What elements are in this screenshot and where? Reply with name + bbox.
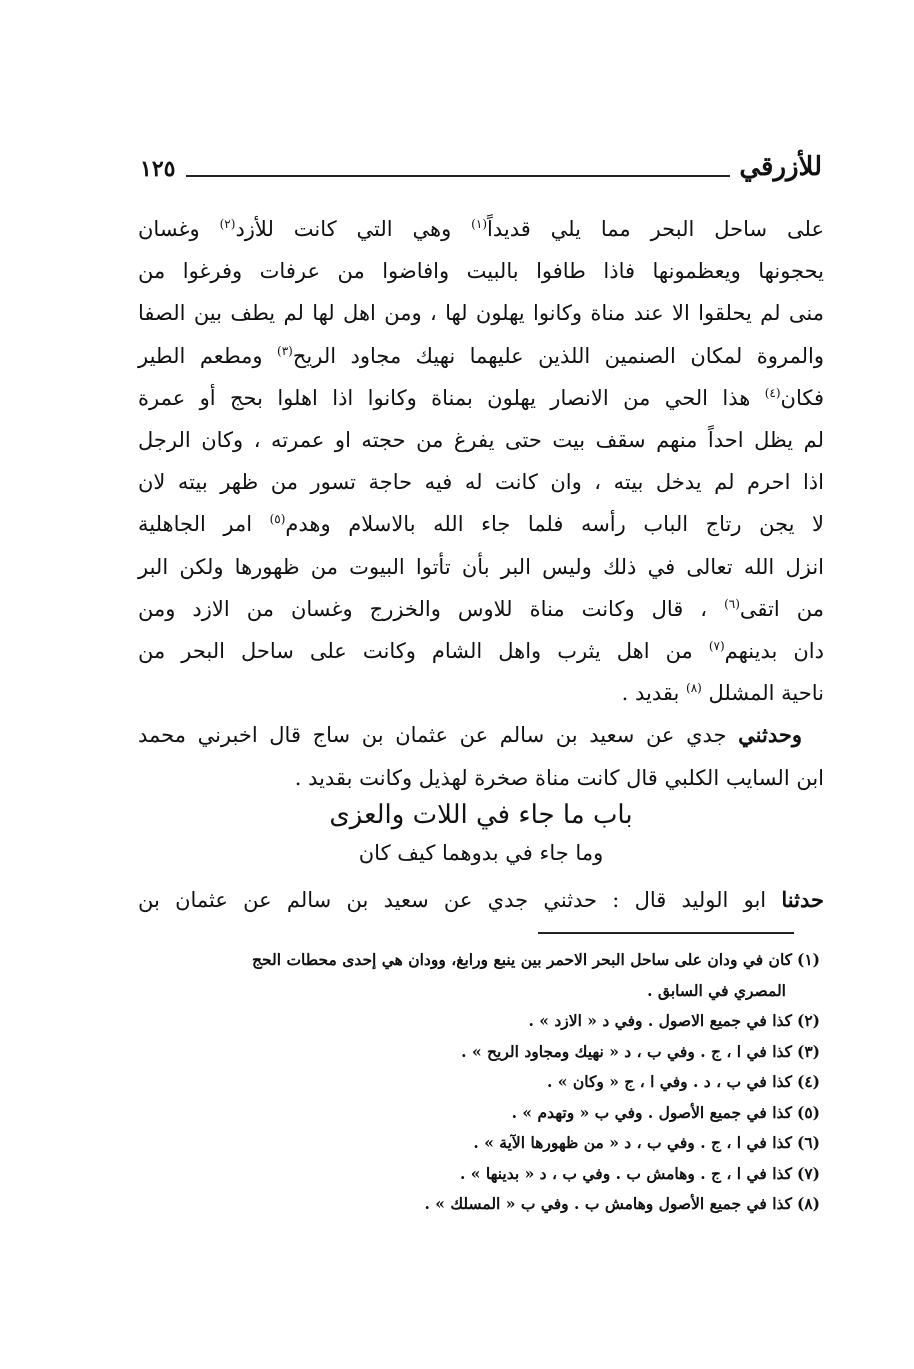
- footnote-rule: [538, 932, 794, 934]
- footnote-marker[interactable]: (٤): [764, 385, 781, 400]
- text-line: من اتقى$^{(٦)}$ ، قال وكانت مناة للاوس والخزرج وغسان من الازد ومن: [138, 596, 824, 621]
- text-line: ناحية المشلل $^{(٨)}$ بقديد .: [621, 681, 824, 706]
- footnote-2: (٢) كذا في جميع الاصول . وفي د « الازد » .: [528, 1011, 820, 1030]
- footnotes: [140, 945, 820, 1220]
- footnote-marker[interactable]: (٣): [277, 343, 293, 358]
- footnote-marker[interactable]: (٨): [686, 681, 702, 696]
- footnote-marker[interactable]: (١): [471, 217, 487, 231]
- footnote-8: (٨) كذا في جميع الأصول وهامش ب . وفي ب « المسلك » .: [424, 1194, 820, 1213]
- text-line: فكان$^{(٤)}$ هذا الحي من الانصار يهلون بمناة وكانوا اذا اهلوا بحج أو عمرة: [138, 385, 824, 410]
- footnote-marker[interactable]: (٥): [269, 512, 286, 527]
- header-rule: [186, 175, 730, 177]
- lead-word: وحدثني: [738, 722, 802, 748]
- footnote-marker[interactable]: (٢): [219, 217, 236, 231]
- footnote-marker[interactable]: (٧): [708, 639, 725, 654]
- text-line: انزل الله تعالى في ذلك وليس البر بأن تأتوا البيوت من ظهورها ولكن البر: [138, 554, 824, 579]
- text-line: اذا احرم لم يدخل بيته ، وان كانت له فيه حاجة تسور من ظهر بيته لان: [138, 470, 824, 495]
- footnote-1: (١) كان في ودان على ساحل البحر الاحمر بين ينبع ورابغ، وودان هي إحدى محطات الحج: [252, 950, 820, 969]
- footnote-6: (٦) كذا في ا ، ج . وفي ب ، د « من ظهورها الآية » .: [473, 1133, 820, 1152]
- footnote-1-continued: المصري في السابق .: [647, 980, 786, 1000]
- page-header: [140, 150, 822, 190]
- body-text: [138, 208, 824, 799]
- chapter-first-line: حدثنا ابو الوليد قال : حدثني جدي عن سعيد بن سالم عن عثمان بن: [138, 887, 824, 912]
- text-line: على ساحل البحر مما يلي قديداً$^{(١)}$ وهي التي كانت للأزد$^{(٢)}$ وغسان: [138, 217, 824, 241]
- footnote-4: (٤) كذا في ب ، د . وفي ا ، ج « وكان » .: [546, 1072, 820, 1091]
- text-line: والمروة لمكان الصنمين اللذين عليهما نهيك مجاود الريح$^{(٣)}$ ومطعم الطير: [138, 343, 824, 368]
- footnote-marker[interactable]: (٦): [724, 596, 740, 611]
- text-line: لم يظل احداً منهم سقف بيت حتى يفرغ من حجته او عمرته ، وكان الرجل: [138, 428, 824, 453]
- lead-word: حدثنا: [781, 887, 824, 912]
- text-line: وحدثني جدي عن سعيد بن سالم عن عثمان بن ساج قال اخبرني محمد: [138, 722, 802, 748]
- text-line: منى لم يحلقوا الا عند مناة وكانوا يهلون لها ، ومن اهل لها لم يطف بين الصفا: [138, 301, 824, 326]
- footnote-5: (٥) كذا في جميع الأصول . وفي ب « وتهدم » .: [511, 1102, 820, 1122]
- text-line: يحجونها ويعظمونها فاذا طافوا بالبيت وافاضوا من عرفات وفرغوا من: [138, 259, 824, 284]
- page-number: ١٢٥: [140, 156, 176, 182]
- text-line: دان بدينهم$^{(٧)}$ من اهل يثرب واهل الشام وكانت على ساحل البحر من: [138, 639, 824, 664]
- chapter-subtitle: وما جاء في بدوهما كيف كان: [358, 841, 604, 865]
- footnote-3: (٣) كذا في ا ، ج . وفي ب ، د « نهيك ومجاود الريح » .: [461, 1041, 820, 1061]
- text-line: لا يجن رتاج الباب رأسه فلما جاء الله بالاسلام وهدم$^{(٥)}$ امر الجاهلية: [138, 512, 824, 537]
- footnote-7: (٧) كذا في ا ، ج . وهامش ب . وفي ب ، د « بدينها » .: [460, 1163, 820, 1183]
- text-line: ابن السايب الكلبي قال كانت مناة صخرة لهذيل وكانت بقديد .: [294, 765, 824, 790]
- running-title: للأزرقي: [739, 152, 822, 182]
- chapter-title: باب ما جاء في اللات والعزى: [329, 800, 633, 830]
- chapter-heading: [138, 795, 824, 871]
